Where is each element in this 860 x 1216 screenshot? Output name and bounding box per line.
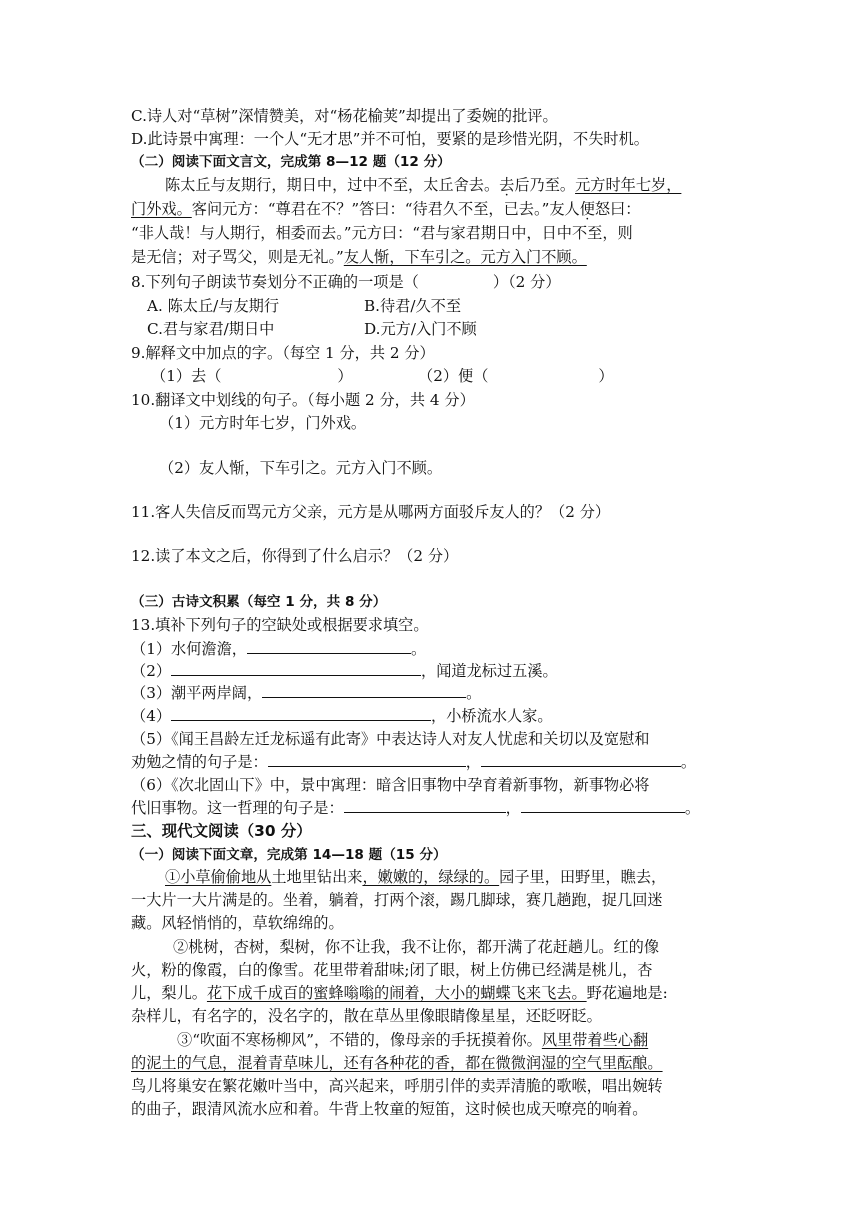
essay-text: 野花遍地是: xyxy=(586,984,668,1002)
q8-option-a: A. 陈太丘/与友期行 xyxy=(147,297,280,315)
punct: 。 xyxy=(410,640,427,658)
underlined-sentence: 的泥土的气息，混着青草味儿，还有各种花的香，都在微微润湿的空气里酝酿。 xyxy=(131,1054,663,1072)
question-9: 9.解释文中加点的字。（每空 1 分，共 2 分） xyxy=(131,344,435,362)
fill-item-4-num: （4） xyxy=(131,707,172,725)
section-title-modern: 三、现代文阅读（30 分） xyxy=(131,822,312,840)
essay-p2-line-4: 杂样儿，有名字的，没名字的，散在草丛里像眼睛像星星，还眨呀眨。 xyxy=(131,1007,602,1025)
q8-option-c: C.君与家君/期日中 xyxy=(147,320,275,338)
punct: 。 xyxy=(680,753,697,771)
essay-p2-line-1: ②桃树，杏树，梨树，你不让我，我不让你，都开满了花赶趟儿。红的像 xyxy=(173,938,659,956)
fill-item-3 xyxy=(131,682,481,704)
underlined-phrase: ，嫩嫩的，绿绿的。 xyxy=(362,868,500,886)
essay-text: 土地里钻出来 xyxy=(271,868,363,886)
passage-text: 后乃至。 xyxy=(514,176,576,194)
fill-item-2-num: （2） xyxy=(131,662,172,680)
answer-blank[interactable] xyxy=(521,797,685,813)
essay-p2-line-3 xyxy=(131,982,668,1004)
essay-p3-line-2 xyxy=(131,1052,663,1074)
passage-text: 是无信；对子骂父，则是无礼。” xyxy=(131,248,344,266)
fill-item-2 xyxy=(131,660,558,682)
passage-line-1 xyxy=(165,174,681,196)
question-8-score: ）（2 分） xyxy=(492,273,561,291)
underlined-sentence: 花下成千成百的蜜蜂嗡嗡的闹着，大小的蝴蝶飞来飞去。 xyxy=(206,984,587,1002)
answer-blank[interactable] xyxy=(171,660,421,676)
dotted-char-qu: 去 xyxy=(499,176,515,194)
question-12: 12.读了本文之后，你得到了什么启示？（2 分） xyxy=(131,547,459,565)
essay-p1-line-1 xyxy=(165,866,666,888)
question-8 xyxy=(131,271,561,293)
underlined-sentence-1-end: 门外戏。 xyxy=(131,200,192,218)
essay-text: 园子里，田野里，瞧去， xyxy=(499,868,667,886)
passage-text: 陈太丘与友期行，期日中，过中不至，太丘舍去。 xyxy=(165,176,500,194)
essay-p2-line-2: 火，粉的像霞，白的像雪。花里带着甜味;闭了眼，树上仿佛已经满是桃儿，杏 xyxy=(131,961,653,979)
essay-text: ③“吹面不寒杨柳风”，不错的，像母亲的手抚摸着你。 xyxy=(177,1031,542,1049)
essay-p3-line-4: 的曲子，跟清风流水应和着。牛背上牧童的短笛，这时候也成天嘹亮的响着。 xyxy=(131,1100,648,1118)
essay-p3-line-3: 鸟儿将巢安在繁花嫩叶当中，高兴起来，呼朋引伴的卖弄清脆的歌喉，唱出婉转 xyxy=(131,1077,663,1095)
section-title-accumulation: （三）古诗文积累（每空 1 分，共 8 分） xyxy=(131,594,387,610)
essay-p1-line-2: 一大片一大片满是的。坐着，躺着，打两个滚，踢几脚球，赛几趟跑，捉几回迷 xyxy=(131,891,663,909)
subsection-title: （一）阅读下面文章，完成第 14—18 题（15 分） xyxy=(131,847,447,863)
passage-line-4 xyxy=(131,246,587,268)
fill-item-5-text: 劝勉之情的句子是： xyxy=(131,753,268,771)
answer-blank[interactable] xyxy=(262,682,466,698)
q8-option-b: B.待君/久不至 xyxy=(364,297,462,315)
punct: 。 xyxy=(466,684,482,702)
answer-blank[interactable] xyxy=(247,638,411,654)
q9-item-2 xyxy=(418,365,614,387)
fill-item-6-line-2 xyxy=(131,797,700,819)
question-8-text: 8.下列句子朗读节奏划分不正确的一项是（ xyxy=(131,273,419,291)
passage-line-3: “非人哉！与人期行，相委而去。”元方曰：“君与家君期日中，日中不至，则 xyxy=(131,224,633,242)
fill-item-5-line-2 xyxy=(131,751,696,773)
question-11: 11.客人失信反而骂元方父亲，元方是从哪两方面驳斥友人的？（2 分） xyxy=(131,503,611,521)
fill-item-1 xyxy=(131,638,426,660)
q9-item-1-label: （1）去（ xyxy=(151,367,222,385)
fill-item-6-line-1: （6）《次北固山下》中，景中寓理：暗含旧事物中孕育着新事物，新事物必将 xyxy=(131,776,650,794)
fill-item-4-text: ，小桥流水人家。 xyxy=(431,707,553,725)
q9-item-1 xyxy=(151,365,353,387)
answer-blank[interactable] xyxy=(481,751,681,767)
fill-item-3-text: （3）潮平两岸阔， xyxy=(131,684,263,702)
punct: ， xyxy=(505,799,521,817)
answer-blank[interactable] xyxy=(268,751,466,767)
q10-item-1: （1）元方时年七岁，门外戏。 xyxy=(159,414,367,432)
question-10: 10.翻译文中划线的句子。（每小题 2 分，共 4 分） xyxy=(131,391,475,409)
underlined-sentence-2: 友人惭，下车引之。元方入门不顾。 xyxy=(343,248,587,266)
passage-text: 客问元方：“尊君在不？”答曰：“待君久不至，已去。”友人 xyxy=(191,200,580,218)
passage-line-2 xyxy=(131,198,640,220)
question-13: 13.填补下列句子的空缺处或根据要求填空。 xyxy=(131,616,429,634)
q10-item-2: （2）友人惭，下车引之。元方入门不顾。 xyxy=(159,459,443,477)
underlined-phrase: ①小草偷偷地从 xyxy=(165,868,272,886)
answer-blank[interactable] xyxy=(344,797,506,813)
fill-item-4 xyxy=(131,705,553,727)
q9-item-2-label: （2）便（ xyxy=(418,367,489,385)
dotted-char-bian: 便 xyxy=(579,200,595,218)
option-c: C.诗人对“草树”深情赞美，对“杨花榆荚”却提出了委婉的批评。 xyxy=(131,107,558,125)
punct: 。 xyxy=(684,799,700,817)
q8-option-d: D.元方/入门不顾 xyxy=(364,320,477,338)
underlined-sentence-1: 元方时年七岁， xyxy=(575,176,682,194)
section-title-classical: （二）阅读下面文言文，完成第 8—12 题（12 分） xyxy=(131,154,451,170)
q9-item-2-close: ） xyxy=(598,367,614,385)
essay-p3-line-1 xyxy=(177,1029,648,1051)
fill-item-5-line-1: （5）《闻王昌龄左迁龙标遥有此寄》中表达诗人对友人忧虑和关切以及宽慰和 xyxy=(131,730,650,748)
essay-text: 儿，梨儿。 xyxy=(131,984,207,1002)
essay-p1-line-3: 藏。风轻悄悄的，草软绵绵的。 xyxy=(131,914,344,932)
q9-item-1-close: ） xyxy=(337,367,353,385)
answer-blank[interactable] xyxy=(171,705,431,721)
fill-item-2-text: ，闻道龙标过五溪。 xyxy=(421,662,558,680)
passage-text: 怒曰： xyxy=(594,200,641,218)
punct: ， xyxy=(465,753,481,771)
option-d: D.此诗景中寓理：一个人“无才思”并不可怕，要紧的是珍惜光阴，不失时机。 xyxy=(131,130,649,148)
fill-item-1-text: （1）水何澹澹， xyxy=(131,640,247,658)
fill-item-6-text: 代旧事物。这一哲理的句子是： xyxy=(131,799,344,817)
underlined-sentence: 风里带着些心翻 xyxy=(541,1031,649,1049)
